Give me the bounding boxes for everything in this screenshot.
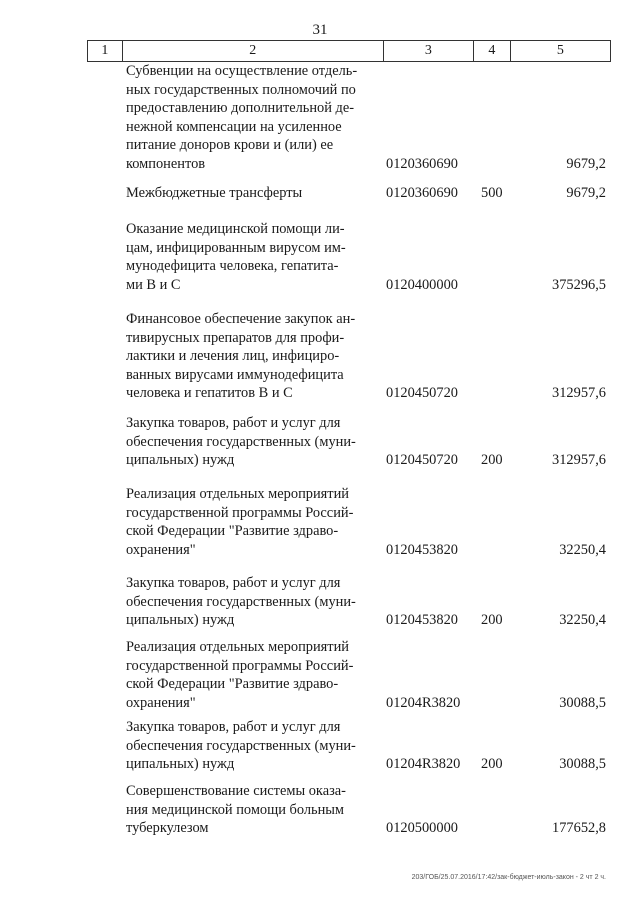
row-name: [126, 638, 376, 712]
row-sum: 32250,4: [559, 612, 606, 629]
row-sum: 312957,6: [552, 452, 606, 469]
row-sum: 9679,2: [566, 156, 606, 172]
row-name-line: охранения": [126, 541, 196, 558]
row-name: [126, 782, 376, 838]
row-code: 0120360690: [386, 156, 458, 172]
row-name-line: туберкулезом: [126, 820, 209, 837]
page-number: 31: [312, 22, 328, 38]
row-name-line: человека и гепатитов В и С: [126, 385, 293, 402]
row-sum: 177652,8: [552, 820, 606, 837]
row-name-line: лактики и лечения лиц, инфициро-: [126, 348, 340, 365]
footer-stamp: 203/ГОБ/25.07.2016/17:42/зак-бюджет-июль-закон - 2 чт 2 ч.: [411, 874, 606, 881]
row-code: 01204R3820: [386, 694, 461, 711]
row-name-line: Реализация отдельных мероприятий: [126, 486, 349, 502]
row-name-line: государственной программы Россий-: [126, 504, 354, 521]
row-name-line: Оказание медицинской помощи ли-: [126, 221, 345, 237]
row-code: 0120450720: [386, 385, 458, 402]
row-name-line: ми В и С: [126, 276, 181, 293]
row-name-line: ванных вирусами иммунодефицита: [126, 366, 344, 383]
row-name: [126, 62, 376, 174]
row-name: [126, 485, 376, 559]
row-name-line: ципальных) нужд: [126, 452, 235, 469]
column-header-row: [87, 40, 611, 62]
row-name-line: ской Федерации "Развитие здраво-: [126, 676, 339, 693]
row-code: 01204R3820: [386, 756, 461, 773]
row-sum: 375296,5: [552, 276, 606, 293]
row-name-line: нежной компенсации на усиленное: [126, 118, 342, 135]
row-name-line: Закупка товаров, работ и услуг для: [126, 575, 341, 591]
row-sum: 30088,5: [559, 756, 606, 773]
row-name-line: ния медицинской помощи больным: [126, 801, 345, 818]
row-name-line: Закупка товаров, работ и услуг для: [126, 415, 341, 431]
row-name-line: Совершенствование системы оказа-: [126, 783, 346, 799]
row-expense-type: 200: [481, 612, 503, 629]
row-name-line: предоставлению дополнительной де-: [126, 100, 355, 117]
row-expense-type: 200: [481, 756, 503, 773]
row-name: [126, 220, 376, 294]
row-code: 0120400000: [386, 276, 458, 293]
row-sum: 30088,5: [559, 694, 606, 711]
row-code: 0120360690: [386, 185, 458, 201]
column-header-3: 3: [383, 41, 473, 62]
row-name-line: Реализация отдельных мероприятий: [126, 639, 349, 655]
row-code: 0120453820: [386, 541, 458, 558]
row-name-line: ципальных) нужд: [126, 612, 235, 629]
row-name-line: охранения": [126, 694, 196, 711]
row-name-line: обеспечения государственных (муни-: [126, 593, 356, 610]
column-header-1: 1: [88, 41, 123, 62]
row-name-line: ципальных) нужд: [126, 756, 235, 773]
row-code: 0120450720: [386, 452, 458, 469]
column-header-4: 4: [473, 41, 510, 62]
row-code: 0120500000: [386, 820, 458, 837]
row-name: [126, 718, 376, 774]
row-name: [126, 574, 376, 630]
row-name-line: Финансовое обеспечение закупок ан-: [126, 311, 356, 327]
row-name-line: Субвенции на осуществление отдель-: [126, 63, 358, 79]
row-name-line: Закупка товаров, работ и услуг для: [126, 719, 341, 735]
row-expense-type: 200: [481, 452, 503, 469]
row-name-line: Межбюджетные трансферты: [126, 185, 303, 201]
row-name: [126, 414, 376, 470]
row-name-line: питание доноров крови и (или) ее: [126, 137, 334, 154]
row-sum: 9679,2: [566, 185, 606, 201]
row-name-line: тивирусных препаратов для профи-: [126, 329, 345, 346]
row-name-line: цам, инфицированным вирусом им-: [126, 239, 346, 256]
row-name: [126, 184, 376, 203]
row-name-line: государственной программы Россий-: [126, 657, 354, 674]
row-expense-type: 500: [481, 185, 503, 201]
row-name-line: компонентов: [126, 155, 206, 172]
row-sum: 32250,4: [559, 541, 606, 558]
row-name-line: мунодефицита человека, гепатита-: [126, 258, 339, 275]
row-name-line: ных государственных полномочий по: [126, 81, 356, 98]
row-name-line: обеспечения государственных (муни-: [126, 737, 356, 754]
row-name-line: обеспечения государственных (муни-: [126, 433, 356, 450]
row-code: 0120453820: [386, 612, 458, 629]
column-header-2: 2: [122, 41, 383, 62]
row-sum: 312957,6: [552, 385, 606, 402]
column-header-5: 5: [510, 41, 610, 62]
row-name-line: ской Федерации "Развитие здраво-: [126, 523, 339, 540]
row-name: [126, 310, 376, 403]
